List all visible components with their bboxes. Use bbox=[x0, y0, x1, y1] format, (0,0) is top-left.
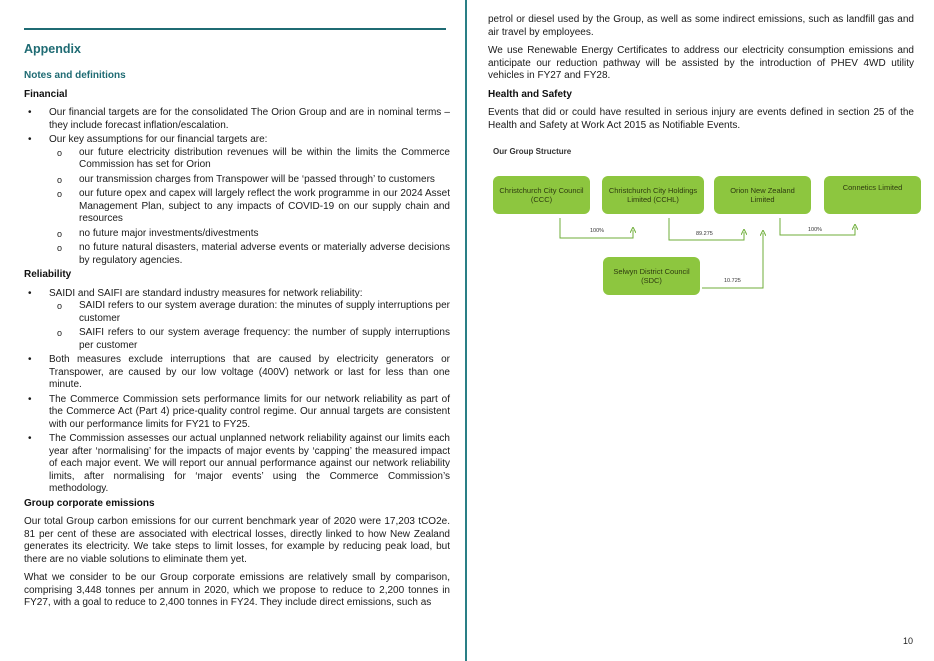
list-item: o no future major investments/divestments bbox=[57, 227, 259, 239]
circle-bullet-icon: o bbox=[57, 189, 63, 199]
reliability-sublist bbox=[49, 300, 450, 352]
heading-emissions: Group corporate emissions bbox=[24, 497, 155, 509]
list-item: • SAIDI and SAIFI are standard industry measures for network reliability: o SAIDI refers to our system average duration: the minutes of supply interruptions per customer o SAIFI refers to our system average frequency: the number of supply interruptions per customer bbox=[28, 287, 450, 351]
paragraph: What we consider to be our Group corporate emissions are relatively small by comparison, comprising 3,448 tonnes per annum in 2020, which we propose to reduce to 2,200 tonnes in FY27, with a goal to reduce to 2,400 tonnes in FY24. They include direct emissions, such as bbox=[24, 572, 450, 608]
box-orion: Orion New Zealand Limited bbox=[714, 176, 811, 214]
paragraph: petrol or diesel used by the Group, as well as some indirect emissions, such as landfill gas and air travel by employees. bbox=[488, 14, 914, 38]
bullet-icon: • bbox=[28, 393, 32, 405]
heading-financial: Financial bbox=[24, 88, 68, 100]
percent-orion-connetics: 100% bbox=[808, 227, 823, 233]
heading-health-safety: Health and Safety bbox=[488, 88, 572, 100]
list-item: o our future opex and capex will largely reflect the work programme in our 2024 Asset Management Plan, subject to any impacts of COVID-19 on our supply chain and resources bbox=[57, 188, 450, 224]
list-item: o SAIFI refers to our system average frequency: the number of supply interruptions per customer bbox=[57, 327, 450, 351]
right-column bbox=[488, 14, 914, 138]
percent-cchl-orion: 89.275 bbox=[696, 231, 713, 237]
list-item: o our transmission charges from Transpower will be ‘passed through’ to customers bbox=[57, 173, 435, 185]
page-title: Appendix bbox=[24, 42, 81, 56]
circle-bullet-icon: o bbox=[57, 174, 63, 185]
circle-bullet-icon: o bbox=[57, 328, 63, 338]
paragraph: Our total Group carbon emissions for our current benchmark year of 2020 were 17,203 tCO2e. 81 per cent of these are associated with electrical losses, directly linked to how New Zealand generates its electricity. We take steps to limit losses, for example by reducing peak load, but there are no viable solutions to eliminate them yet. bbox=[24, 516, 450, 565]
header-rule bbox=[24, 28, 446, 30]
list-item: o no future natural disasters, material adverse events or materially adverse decisions by regulatory agencies. bbox=[57, 242, 450, 266]
box-sdc: Selwyn District Council (SDC) bbox=[603, 257, 700, 295]
financial-list bbox=[24, 107, 450, 267]
paragraph: We use Renewable Energy Certificates to address our electricity consumption emissions and anticipate our reduction pathway will be assisted by the introduction of PHEV 4WD utility vehicles in FY27 and FY28. bbox=[488, 45, 914, 81]
list-item: • Both measures exclude interruptions that are caused by electricity generators or Transpower, are caused by our low voltage (400V) network or last for less than one minute. bbox=[28, 354, 450, 390]
group-structure-title: Our Group Structure bbox=[493, 147, 572, 156]
box-connetics: Connetics Limited bbox=[824, 176, 921, 214]
paragraph: Events that did or could have resulted in serious injury are events defined in section 25 of the Health and Safety at Work Act 2015 as Notifiable Events. bbox=[488, 107, 914, 131]
list-item: • Our financial targets are for the consolidated The Orion Group and are in nominal terms – they include forecast inflation/escalation. bbox=[28, 107, 450, 131]
list-item: • The Commerce Commission sets performance limits for our network reliability as part of the Commerce Act (Part 4) price-quality control regime. Our annual targets are consistent with our performance limits for FY21 to FY25. bbox=[28, 393, 450, 430]
bullet-icon: • bbox=[28, 107, 32, 118]
circle-bullet-icon: o bbox=[57, 243, 63, 253]
bullet-icon: • bbox=[28, 433, 32, 444]
circle-bullet-icon: o bbox=[57, 228, 63, 239]
section-title-notes: Notes and definitions bbox=[24, 70, 126, 81]
heading-reliability: Reliability bbox=[24, 269, 72, 280]
list-item: o SAIDI refers to our system average duration: the minutes of supply interruptions per customer bbox=[57, 300, 450, 324]
list-item: • Our key assumptions for our financial targets are: o our future electricity distribution revenues will be within the limits the Commerce Commission has set for Orion o our transmission charges from Transpower will be ‘passed through’ to customers o our future opex and capex will largely reflect the work programme in our 2024 Asset Management Plan, subject to any impacts of COVID-19 on our supply chain and resources o no future major investments/divestments o no future natural disasters, material adverse events or materially adverse decisions by regulatory agencies. bbox=[28, 134, 450, 266]
percent-sdc-orion: 10.725 bbox=[724, 278, 741, 284]
circle-bullet-icon: o bbox=[57, 147, 63, 158]
bullet-icon: • bbox=[28, 287, 32, 299]
list-item: o our future electricity distribution revenues will be within the limits the Commerce Commission has set for Orion bbox=[57, 146, 450, 170]
column-divider bbox=[465, 0, 467, 661]
circle-bullet-icon: o bbox=[57, 301, 63, 311]
bullet-icon: • bbox=[28, 134, 32, 145]
box-ccc: Christchurch City Council (CCC) bbox=[493, 176, 590, 214]
left-column bbox=[24, 41, 450, 616]
bullet-icon: • bbox=[28, 354, 32, 365]
box-cchl: Christchurch City Holdings Limited (CCHL) bbox=[602, 176, 704, 214]
reliability-list bbox=[24, 288, 450, 496]
assumptions-sublist bbox=[49, 147, 450, 268]
list-item: • The Commission assesses our actual unplanned network reliability against our limits each year after ‘normalising’ for the impacts of major events by ‘capping’ the measured impact of each major event. We will report our annual performance against our network reliability limits, after normalising for ‘major events’ using the Commerce Commission’s methodology. bbox=[28, 433, 450, 494]
percent-ccc-cchl: 100% bbox=[590, 228, 605, 234]
page-number: 10 bbox=[903, 636, 914, 646]
